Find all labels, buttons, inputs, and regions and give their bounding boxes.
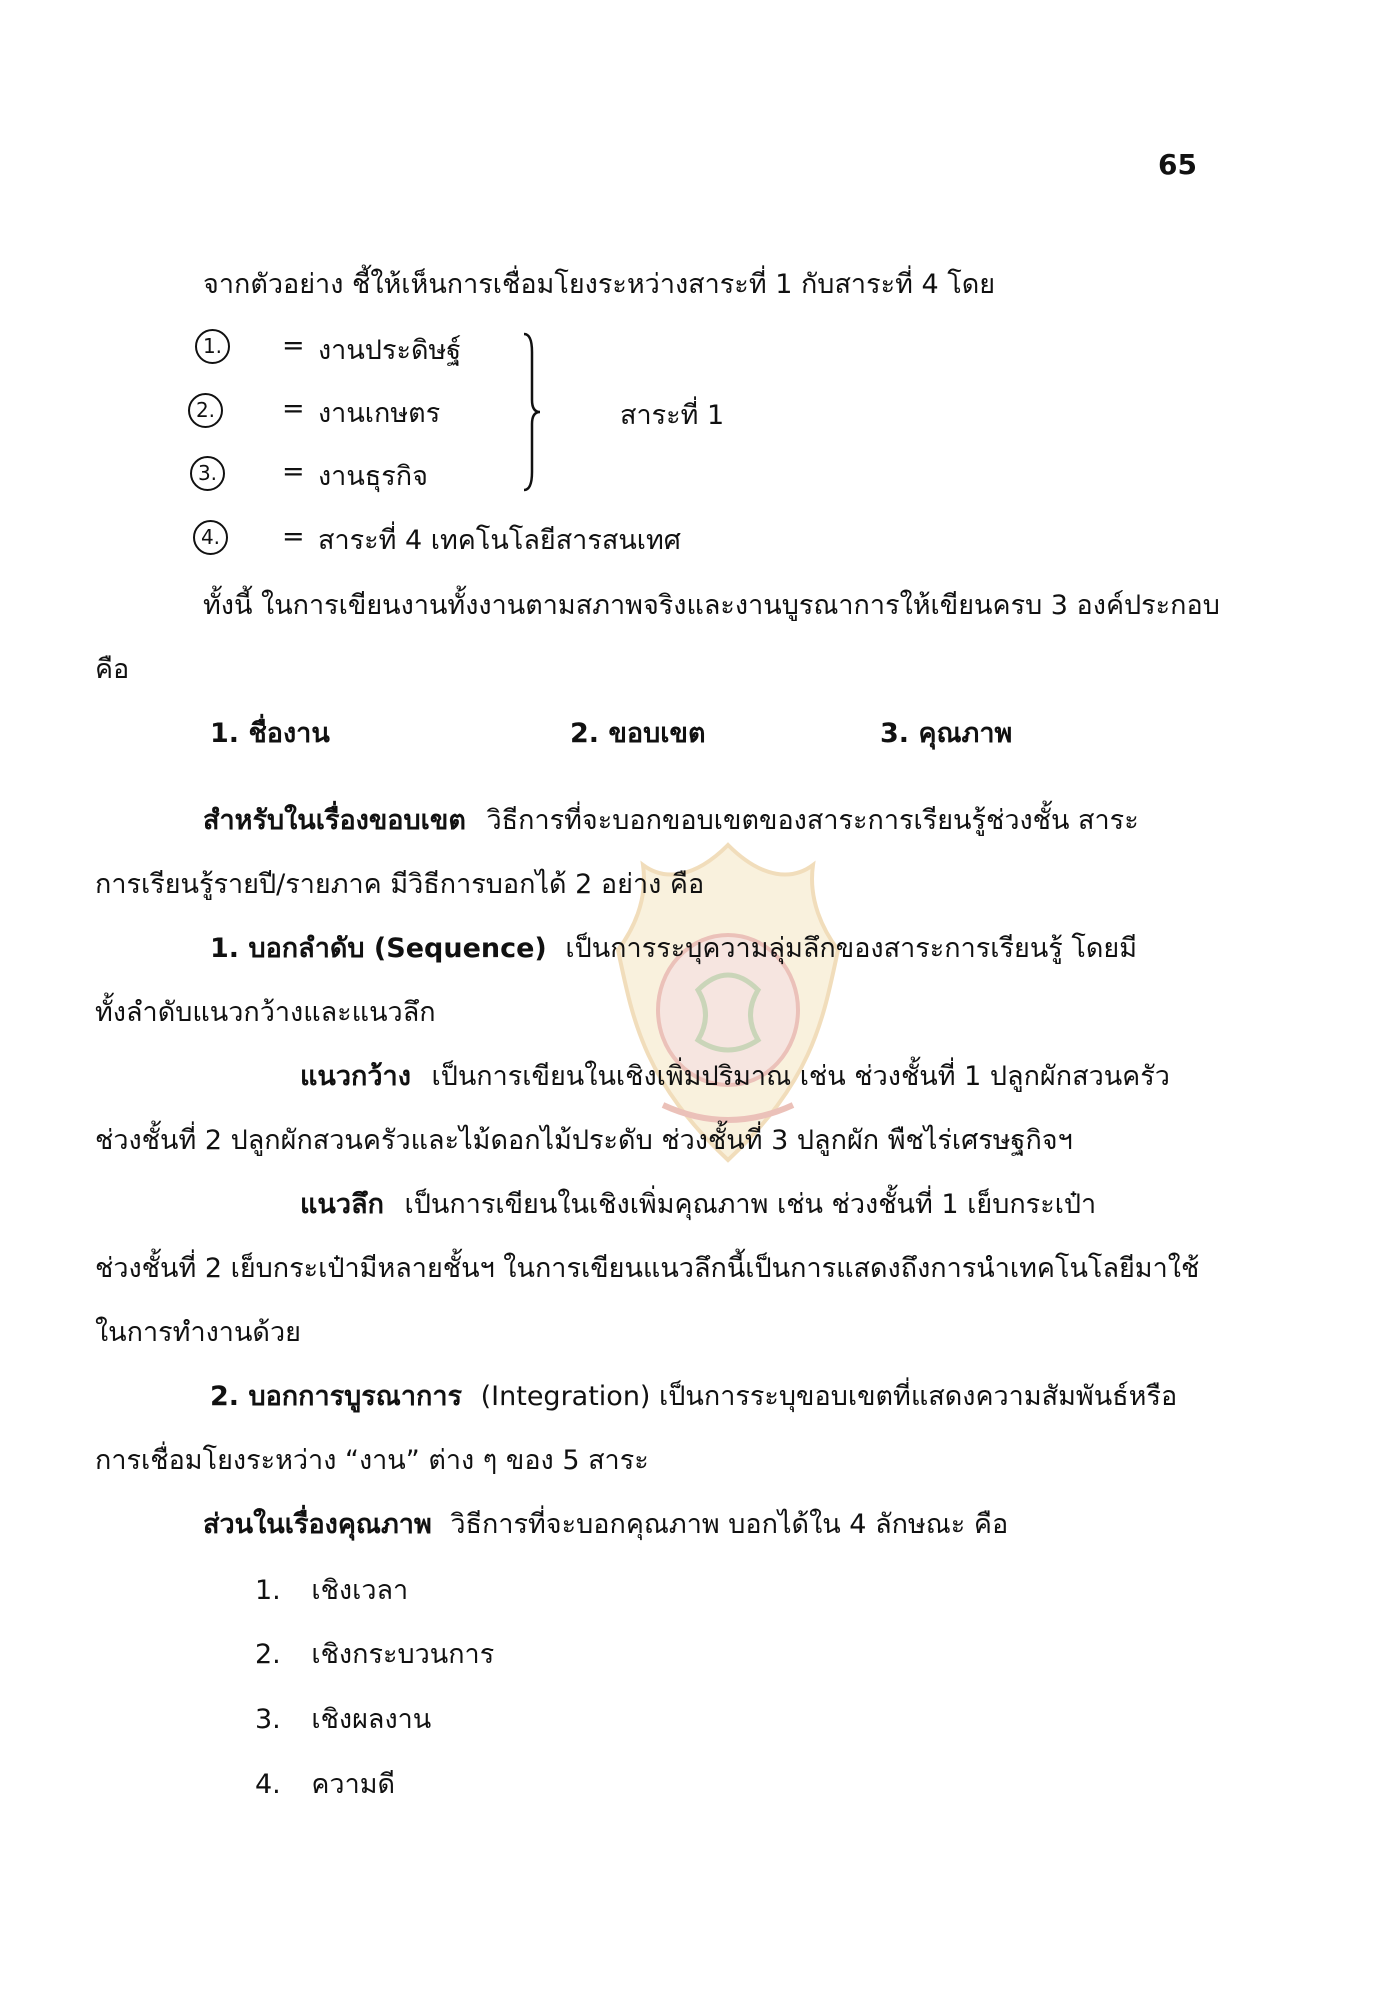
scope-line-1 [203,798,1139,841]
list-item [255,1762,395,1805]
list-item [255,1697,431,1740]
mapping-text: งานประดิษฐ์ [318,335,462,366]
deep-line-1-text: เป็นการเขียนในเชิงเพิ่มคุณภาพ เช่น ช่วงชั้นที่ 1 เย็บกระเป๋า [404,1189,1097,1220]
list-item-text: เชิงเวลา [311,1575,409,1606]
equals-sign: = [282,456,305,487]
sequence-line-2: ทั้งลำดับแนวกว้างและแนวลึก [95,997,436,1028]
component-item: 3. คุณภาพ [880,718,1013,749]
list-item-number: 3. [255,1704,281,1735]
component-item: 1. ชื่องาน [210,718,330,749]
integration-line-2: การเชื่อมโยงระหว่าง “งาน” ต่าง ๆ ของ 5 สาระ [95,1445,649,1476]
equals-sign: = [282,330,305,361]
components-intro: ทั้งนี้ ในการเขียนงานทั้งงานตามสภาพจริงและงานบูรณาการให้เขียนครบ 3 องค์ประกอบ [203,590,1220,621]
scope-heading: สำหรับในเรื่องขอบเขต [203,805,466,836]
list-item [255,1632,494,1675]
components-intro-continued: คือ [95,654,130,685]
sequence-heading: 1. บอกลำดับ (Sequence) [210,933,547,964]
list-item-number: 4. [255,1769,281,1800]
list-item [255,1568,408,1611]
integration-line-1-text: (Integration) เป็นการระบุขอบเขตที่แสดงความสัมพันธ์หรือ [480,1381,1178,1412]
intro-line: จากตัวอย่าง ชี้ให้เห็นการเชื่อมโยงระหว่างสาระที่ 1 กับสาระที่ 4 โดย [203,269,996,300]
sequence-line-1-text: เป็นการระบุความลุ่มลึกของสาระการเรียนรู้ โดยมี [565,933,1138,964]
component-item: 2. ขอบเขต [570,718,706,749]
list-item-number: 2. [255,1639,281,1670]
deep-line-3: ในการทำงานด้วย [95,1317,301,1348]
circled-number: 3. [190,456,225,491]
list-item-text: เชิงผลงาน [311,1704,432,1735]
circled-number: 4. [193,520,228,555]
wide-line-1-text: เป็นการเขียนในเชิงเพิ่มปริมาณ เช่น ช่วงชั้นที่ 1 ปลูกผักสวนครัว [431,1061,1170,1092]
wide-heading: แนวกว้าง [300,1061,411,1092]
deep-line-2: ช่วงชั้นที่ 2 เย็บกระเป๋ามีหลายชั้นฯ ในการเขียนแนวลึกนี้เป็นการแสดงถึงการนำเทคโนโลยีมาใช้ [95,1253,1200,1284]
brace-icon [522,332,542,492]
circled-number: 2. [188,393,223,428]
list-item-text: ความดี [311,1769,396,1800]
mapping-text: งานธุรกิจ [318,461,428,492]
circled-number: 1. [195,329,230,364]
quality-line [203,1502,1008,1545]
scope-line-2: การเรียนรู้รายปี/รายภาค มีวิธีการบอกได้ 2 อย่าง คือ [95,869,705,900]
deep-line-1 [300,1182,1096,1225]
wide-line-1 [300,1054,1170,1097]
list-item-text: เชิงกระบวนการ [311,1639,495,1670]
deep-heading: แนวลึก [300,1189,384,1220]
page-number: 65 [1158,148,1197,181]
integration-line-1 [210,1374,1177,1417]
mapping-text: งานเกษตร [318,398,441,429]
quality-heading: ส่วนในเรื่องคุณภาพ [203,1509,432,1540]
list-item-number: 1. [255,1575,281,1606]
equals-sign: = [282,393,305,424]
mapping-text: สาระที่ 4 เทคโนโลยีสารสนเทศ [318,525,681,556]
wide-line-2: ช่วงชั้นที่ 2 ปลูกผักสวนครัวและไม้ดอกไม้ประดับ ช่วงชั้นที่ 3 ปลูกผัก พืชไร่เศรษฐกิจฯ [95,1125,1073,1156]
sequence-line-1 [210,926,1137,969]
equals-sign: = [282,521,305,552]
integration-heading: 2. บอกการบูรณาการ [210,1381,463,1412]
group-label: สาระที่ 1 [620,400,725,431]
scope-line-1-text: วิธีการที่จะบอกขอบเขตของสาระการเรียนรู้ช่วงชั้น สาระ [486,805,1139,836]
quality-line-text: วิธีการที่จะบอกคุณภาพ บอกได้ใน 4 ลักษณะ คือ [450,1509,1009,1540]
